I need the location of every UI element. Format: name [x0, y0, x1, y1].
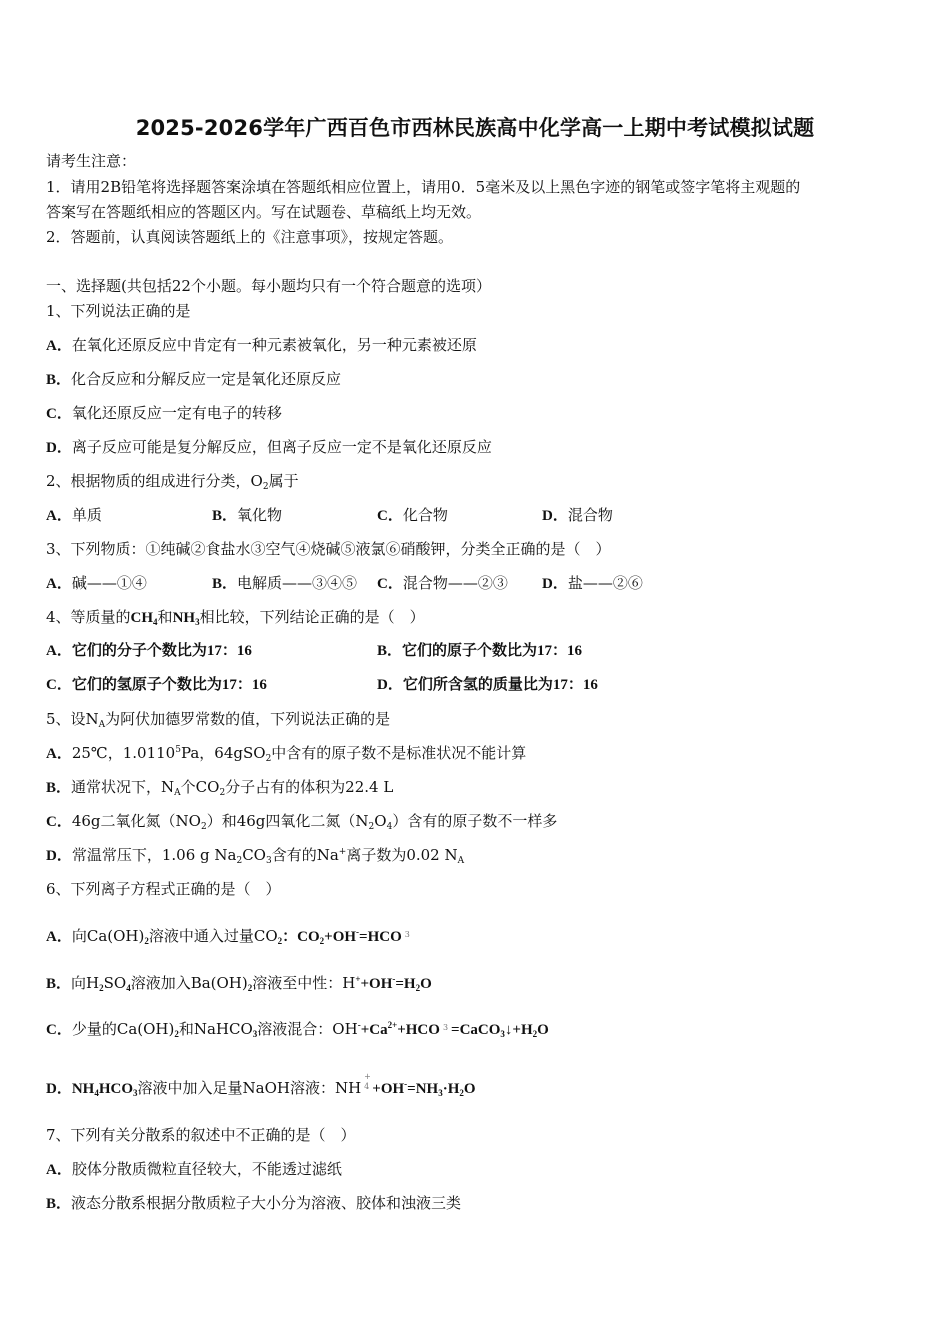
q1-option-d: D．离子反应可能是复分解反应，但离子反应一定不是氧化还原反应	[46, 438, 492, 456]
q2-option-c: C．化合物	[377, 506, 448, 524]
q3-option-d: D．盐——②⑥	[542, 574, 643, 592]
q1-option-b: B．化合反应和分解反应一定是氧化还原反应	[46, 370, 342, 388]
q4-option-c: C．它们的氢原子个数比为17：16	[46, 677, 267, 693]
q5-option-c: C．46g二氧化氮$(NO_2)$和46g四氧化二氮$(N_2O_4)$含有的原子数不一样多	[46, 812, 558, 832]
q7-option-b: B．液态分散系根据分散质粒子大小分为溶液、胶体和浊液三类	[46, 1194, 462, 1212]
q5-option-a: A．25℃，1.0110$^5$Pa，64gSO$_2$中含有的原子数不是标准状况不能计算	[46, 744, 527, 764]
q4-option-a: A．它们的分子个数比为17：16	[46, 643, 252, 659]
notice-line-1b: 答案写在答题纸相应的答题区内。写在试题卷、草稿纸上均无效。	[46, 203, 482, 221]
section-heading: 一、选择题(共包括22个小题。每小题均只有一个符合题意的选项）	[46, 277, 491, 295]
exam-title: 2025-2026学年广西百色市西林民族高中化学高一上期中考试模拟试题	[135, 116, 815, 140]
q1-option-c: C．氧化还原反应一定有电子的转移	[46, 404, 282, 422]
q5-option-b: B．通常状况下，$N_A$个$CO_2$分子占有的体积为22.4 L	[46, 778, 394, 798]
q2-option-a: A．单质	[46, 506, 102, 524]
q7-option-a: A．胶体分散质微粒直径较大，不能透过滤纸	[46, 1160, 342, 1178]
q4-stem: 4、等质量的$CH_4$和$NH_3$相比较，下列结论正确的是（ ）	[46, 608, 425, 627]
q7-stem: 7、下列有关分散系的叙述中不正确的是（ ）	[46, 1126, 356, 1144]
q6-option-c: C．少量的$Ca(OH)_2$和NaHCO$_3$溶液混合：$OH^-+Ca^{2+}+HCO$ $^3 =CaCO_3↓+H_2O$	[46, 1020, 549, 1039]
q1-stem: 1、下列说法正确的是	[46, 302, 191, 320]
notice-heading: 请考生注意：	[46, 152, 137, 170]
q6-stem: 6、下列离子方程式正确的是（ ）	[46, 880, 281, 898]
q3-option-a: A．碱——①④	[46, 574, 147, 592]
q3-stem: 3、下列物质：①纯碱②食盐水③空气④烧碱⑤液氯⑥硝酸钾，分类全正确的是（ ）	[46, 540, 611, 558]
q1-option-a: A．在氧化还原反应中肯定有一种元素被氧化，另一种元素被还原	[46, 336, 477, 354]
q4-option-b: B．它们的原子个数比为17：16	[377, 643, 583, 659]
q6-option-b: B．向$H_2SO_4$溶液加入$Ba(OH)_2$溶液至中性：$H^++OH^-=H_2O$	[46, 974, 432, 993]
notice-line-1a: 1．请用2B铅笔将选择题答案涂填在答题纸相应位置上，请用0．5毫米及以上黑色字迹的钢笔或签字笔将主观题的	[46, 178, 801, 196]
q6-option-a: A．向$Ca(OH)_2$溶液中通入过量$CO_2$：$CO_2+OH^-=HCO$ $^3$	[46, 927, 410, 946]
q2-option-b: B．氧化物	[212, 506, 283, 524]
q5-stem: 5、设$N_A$为阿伏加德罗常数的值，下列说法正确的是	[46, 710, 391, 730]
q2-stem: 2、根据物质的组成进行分类，$O_2$属于	[46, 472, 299, 492]
notice-line-2: 2．答题前，认真阅读答题纸上的《注意事项》，按规定答题。	[46, 228, 454, 246]
q4-option-d: D．它们所含氢的质量比为17：16	[377, 677, 598, 693]
q2-option-d: D．混合物	[542, 506, 613, 524]
q5-option-d: D．常温常压下，1.06 g $Na_2CO_3$含有的Na+离子数为0.02 $N_A$	[46, 846, 465, 866]
q3-option-b: B．电解质——③④⑤	[212, 574, 358, 592]
q3-option-c: C．混合物——②③	[377, 574, 508, 592]
q6-option-d: D．$NH_4HCO_3$溶液中加入足量NaOH溶液：NH $^{+ 4} +OH^-=NH_3\cdot H_2O$	[46, 1072, 476, 1098]
